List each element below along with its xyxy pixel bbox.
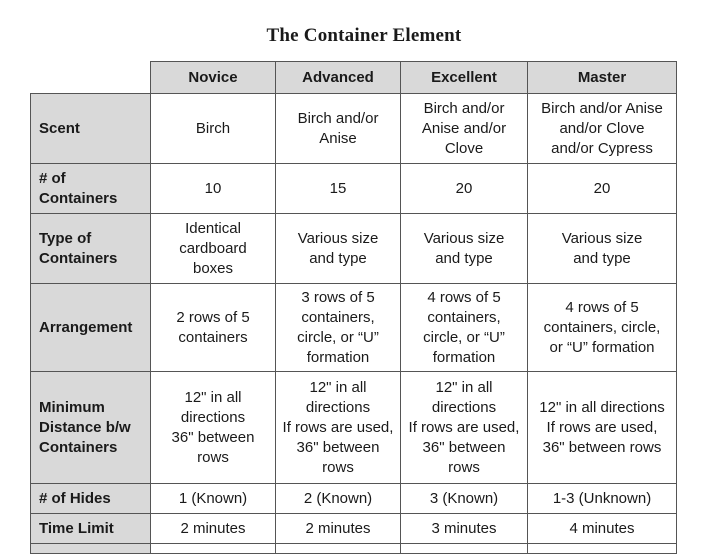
table-cell: 2 minutes: [276, 514, 401, 544]
table-cell: 3 minutes: [401, 514, 528, 544]
table-cell: Birch and/or Anise: [276, 94, 401, 164]
table-row-number-of-hides: [31, 484, 677, 514]
table-cell: 15: [276, 164, 401, 214]
table-cell: 1 (Known): [151, 484, 276, 514]
table-cell: 10: [151, 164, 276, 214]
table-row-number-of-containers: [31, 164, 677, 214]
table-cell: Identical cardboard boxes: [151, 214, 276, 284]
row-header-minimum-distance: Minimum Distance b/w Containers: [31, 372, 151, 484]
table-cell: 2 rows of 5 containers: [151, 284, 276, 372]
table-cell: 20: [528, 164, 677, 214]
table-row-type-of-containers: [31, 214, 677, 284]
table-cell: 4 rows of 5 containers, circle, or “U” formation: [528, 284, 677, 372]
table-header-row: [31, 62, 677, 94]
row-header-scent: Scent: [31, 94, 151, 164]
table-cell: [276, 544, 401, 554]
page-title: The Container Element: [266, 25, 462, 46]
table-cell: Birch and/or Anise and/or Clove and/or Cypress: [528, 94, 677, 164]
row-header-number-of-hides: # of Hides: [31, 484, 151, 514]
table-cell: 20: [401, 164, 528, 214]
row-header-continued: [31, 544, 151, 554]
table-cell: 4 rows of 5 containers, circle, or “U” formation: [401, 284, 528, 372]
table-cell: 12" in all directions 36" between rows: [151, 372, 276, 484]
row-header-type-of-containers: Type of Containers: [31, 214, 151, 284]
table-row-minimum-distance: [31, 372, 677, 484]
table-cell: Various size and type: [528, 214, 677, 284]
table-cell: 1-3 (Unknown): [528, 484, 677, 514]
row-header-time-limit: Time Limit: [31, 514, 151, 544]
row-header-number-of-containers: # of Containers: [31, 164, 151, 214]
column-header-novice: Novice: [151, 62, 276, 94]
table-cell: [528, 544, 677, 554]
table-cell: [151, 544, 276, 554]
table-row-scent: [31, 94, 677, 164]
column-header-excellent: Excellent: [401, 62, 528, 94]
table-cell: [401, 544, 528, 554]
table-cell: Various size and type: [276, 214, 401, 284]
table-cell: 12" in all directions If rows are used, 36" between rows: [276, 372, 401, 484]
table-cell: 2 minutes: [151, 514, 276, 544]
table-cell: Birch: [151, 94, 276, 164]
table-cell: 12" in all directions If rows are used, 36" between rows: [401, 372, 528, 484]
table-cell: 12" in all directions If rows are used, 36" between rows: [528, 372, 677, 484]
table-row-continued: [31, 544, 677, 554]
column-header-advanced: Advanced: [276, 62, 401, 94]
table-row-time-limit: [31, 514, 677, 544]
table-corner-cell: [31, 62, 151, 94]
table-cell: Birch and/or Anise and/or Clove: [401, 94, 528, 164]
table-cell: Various size and type: [401, 214, 528, 284]
table-cell: 4 minutes: [528, 514, 677, 544]
table-cell: 3 (Known): [401, 484, 528, 514]
table-cell: 3 rows of 5 containers, circle, or “U” formation: [276, 284, 401, 372]
table-cell: 2 (Known): [276, 484, 401, 514]
table-row-arrangement: [31, 284, 677, 372]
column-header-master: Master: [528, 62, 677, 94]
container-element-table: [30, 61, 677, 554]
row-header-arrangement: Arrangement: [31, 284, 151, 372]
